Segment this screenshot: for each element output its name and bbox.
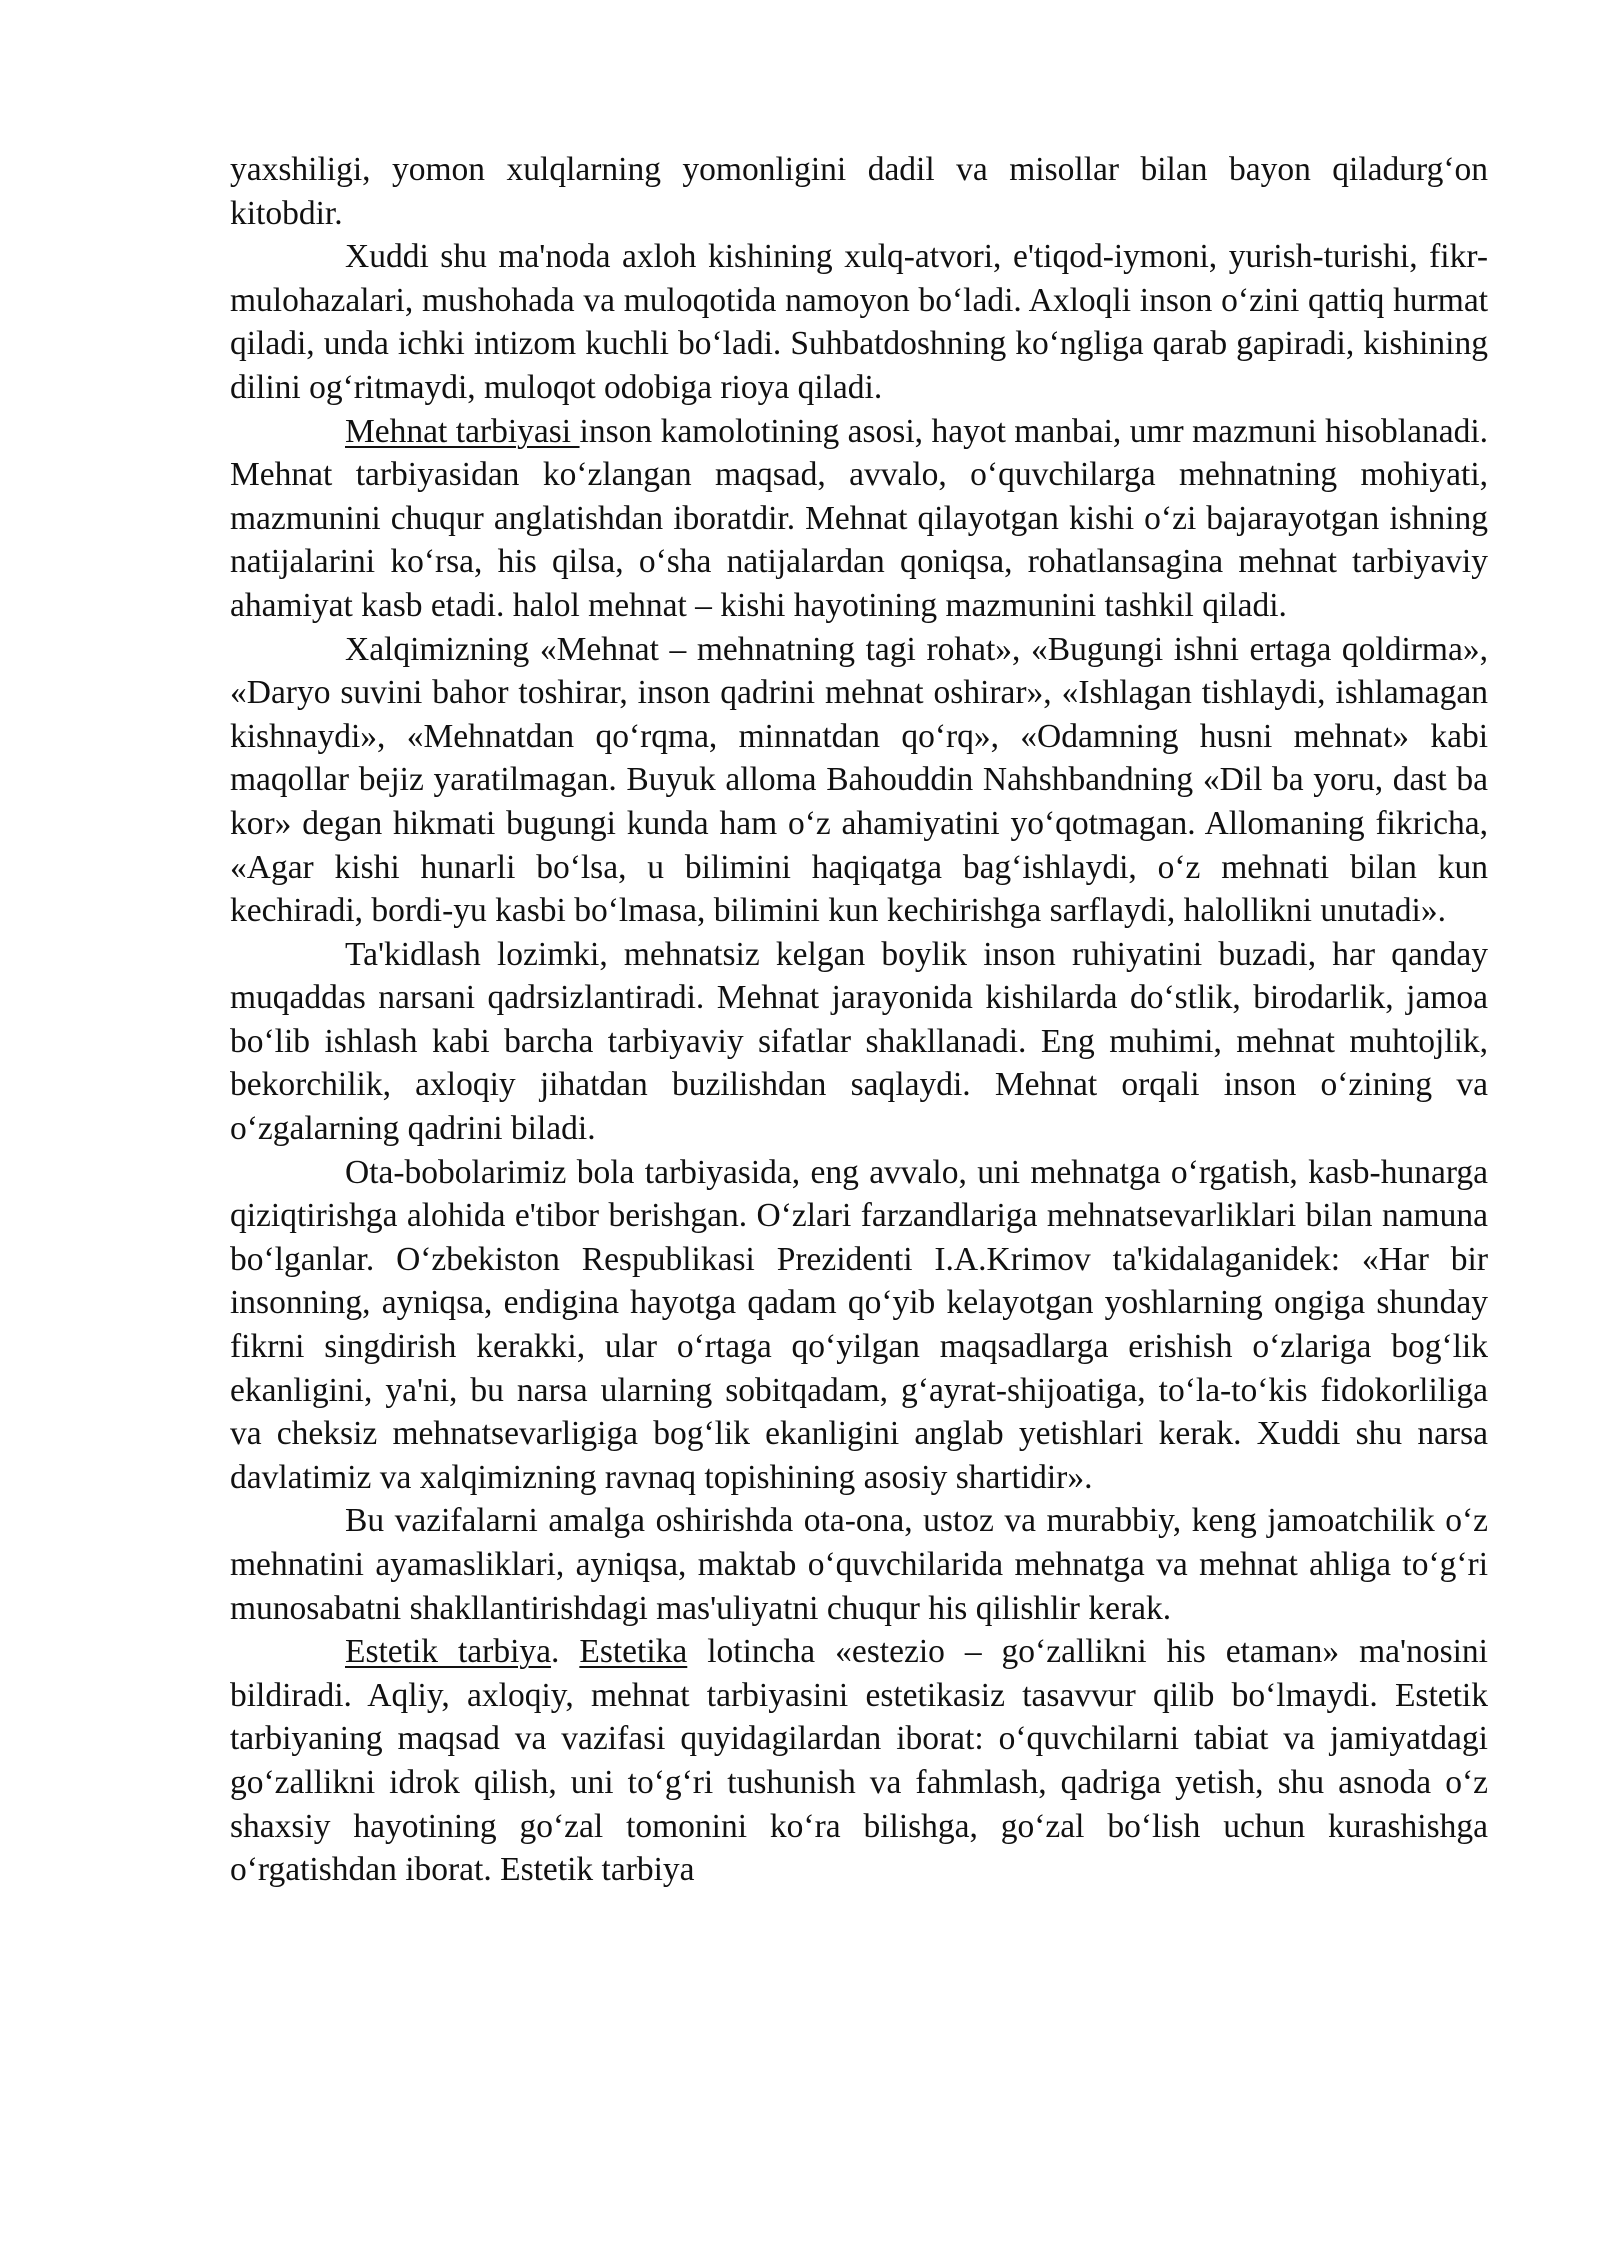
paragraph-text: Ota-bobolarimiz bola tarbiyasida, eng avvalo, uni mehnatga o‘rgatish, kasb-hunarga qiziqtirishga alohida e'tibor berishgan. O‘zlari farzandlariga mehnatsevarliklari bilan namuna bo‘lganlar. O‘zbekiston Respublikasi Prezidenti I.A.Krimov ta'kidalaganidek: «Har bir insonning, ayniqsa, endigina hayotga qadam qo‘yib kelayotgan yoshlarning ongiga shunday fikrni singdirish kerakki, ular o‘rtaga qo‘yilgan maqsadlarga erishish o‘zlariga bog‘lik ekanligini, ya'ni, bu narsa ularning sobitqadam, g‘ayrat-shijoatiga, to‘la-to‘kis fidokorliliga va cheksiz mehnatsevarligiga bog‘lik ekanligini anglab yetishlari kerak. Xuddi shu narsa davlatimiz va xalqimizning ravnaq topishining asosiy shartidir». <box>230 1153 1488 1496</box>
section-heading-estetik-tarbiya: Estetik tarbiya <box>345 1633 552 1671</box>
paragraph-4 <box>230 628 1488 933</box>
paragraph-8 <box>230 1630 1488 1892</box>
paragraph-1 <box>230 148 1488 235</box>
paragraph-text: yaxshiligi, yomon xulqlarning yomonligini dadil va misollar bilan bayon qiladurg‘on kitobdir. <box>230 151 1488 232</box>
paragraph-text: Ta'kidlash lozimki, mehnatsiz kelgan boylik inson ruhiyatini buzadi, har qanday muqaddas narsani qadrsizlantiradi. Mehnat jarayonida kishilarda do‘stlik, birodarlik, jamoa bo‘lib ishlash kabi barcha tarbiyaviy sifatlar shakllanadi. Eng muhimi, mehnat muhtojlik, bekorchilik, axloqiy jihatdan buzilishdan saqlaydi. Mehnat orqali inson o‘zining va o‘zgalarning qadrini biladi. <box>230 935 1488 1148</box>
paragraph-2 <box>230 235 1488 409</box>
paragraph-3 <box>230 410 1488 628</box>
paragraph-text: inson kamolotining asosi, hayot manbai, umr mazmuni hisoblanadi. Mehnat tarbiyasidan ko‘zlangan maqsad, avvalo, o‘quvchilarga mehnatning mohiyati, mazmunini chuqur anglatishdan iboratdir. Mehnat qilayotgan kishi o‘zi bajarayotgan ishning natijalarini ko‘rsa, his qilsa, o‘sha natijalardan qoniqsa, rohatlansagina mehnat tarbiyaviy ahamiyat kasb etadi. halol mehnat – kishi hayotining mazmunini tashkil qiladi. <box>230 412 1488 624</box>
term-estetika: Estetika <box>579 1633 688 1671</box>
paragraph-7 <box>230 1499 1488 1630</box>
document-page <box>230 148 1488 1892</box>
section-heading-mehnat-tarbiyasi: Mehnat tarbiyasi <box>345 412 580 450</box>
paragraph-text: Xalqimizning «Mehnat – mehnatning tagi rohat», «Bugungi ishni ertaga qoldirma», «Daryo suvini bahor toshirar, inson qadrini mehnat oshirar», «Ishlagan tishlaydi, ishlamagan kishnaydi», «Mehnatdan qo‘rqma, minnatdan qo‘rq», «Odamning husni mehnat» kabi maqollar bejiz yaratilmagan. Buyuk alloma Bahouddin Nahshbandning «Dil ba yoru, dast ba kor» degan hikmati bugungi kunda ham o‘z ahamiyatini yo‘qotmagan. Allomaning fikricha, «Agar kishi hunarli bo‘lsa, u bilimini haqiqatga bag‘ishlaydi, o‘z mehnati bilan kun kechiradi, bordi-yu kasbi bo‘lmasa, bilimini kun kechirishga sarflaydi, halollikni unutadi». <box>230 630 1488 930</box>
paragraph-6 <box>230 1151 1488 1500</box>
paragraph-text: Xuddi shu ma'noda axloh kishining xulq-atvori, e'tiqod-iymoni, yurish-turishi, fikr-mulohazalari, mushohada va muloqotida namoyon bo‘ladi. Axloqli inson o‘zini qattiq hurmat qiladi, unda ichki intizom kuchli bo‘ladi. Suhbatdoshning ko‘ngliga qarab gapiradi, kishining dilini og‘ritmaydi, muloqot odobiga rioya qiladi. <box>230 238 1488 406</box>
heading-separator: . <box>551 1633 580 1671</box>
paragraph-text: lotincha «estezio – go‘zallikni his etaman» ma'nosini bildiradi. Aqliy, axloqiy, mehnat tarbiyasini estetikasiz tasavvur qilib bo‘lmaydi. Estetik tarbiyaning maqsad va vazifasi quyidagilardan iborat: o‘quvchilarni tabiat va jamiyatdagi go‘zallikni idrok qilish, uni to‘g‘ri tushunish va fahmlash, qadriga yetish, shu asnoda o‘z shaxsiy hayotining go‘zal tomonini ko‘ra bilishga, go‘zal bo‘lish uchun kurashishga o‘rgatishdan iborat. Estetik tarbiya <box>230 1633 1488 1889</box>
paragraph-5 <box>230 933 1488 1151</box>
paragraph-text: Bu vazifalarni amalga oshirishda ota-ona, ustoz va murabbiy, keng jamoatchilik o‘z mehnatini ayamasliklari, ayniqsa, maktab o‘quvchilarida mehnatga va mehnat ahliga to‘g‘ri munosabatni shakllantirishdagi mas'uliyatni chuqur his qilishlir kerak. <box>230 1502 1488 1627</box>
